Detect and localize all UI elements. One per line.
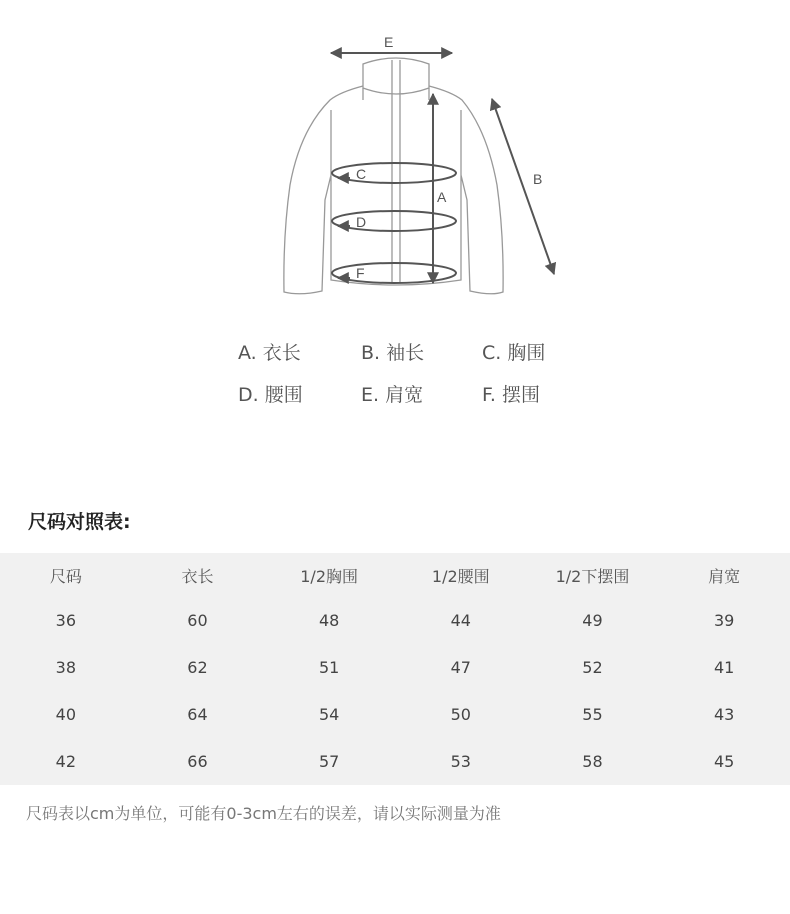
legend-item-a: A. 衣长 bbox=[238, 342, 301, 364]
cell: 38 bbox=[55, 658, 76, 677]
header-half-chest: 1/2胸围 bbox=[300, 566, 359, 586]
header-size: 尺码 bbox=[49, 566, 82, 586]
cell: 36 bbox=[55, 611, 76, 630]
cell: 64 bbox=[187, 705, 208, 724]
size-chart-table bbox=[0, 553, 790, 785]
header-half-hem: 1/2下摆围 bbox=[555, 566, 630, 586]
label-d: D bbox=[356, 214, 367, 230]
legend-item-c: C. 胸围 bbox=[482, 342, 546, 364]
cell: 58 bbox=[582, 752, 603, 771]
size-chart-title: 尺码对照表: bbox=[28, 511, 131, 533]
cell: 62 bbox=[187, 658, 208, 677]
cell: 40 bbox=[55, 705, 76, 724]
cell: 48 bbox=[318, 611, 340, 630]
label-e: E bbox=[384, 34, 394, 50]
jacket-outline bbox=[284, 58, 503, 294]
header-length: 衣长 bbox=[181, 566, 214, 586]
label-a: A bbox=[437, 189, 447, 205]
cell: 49 bbox=[582, 611, 603, 630]
label-b: B bbox=[533, 171, 543, 187]
cell: 51 bbox=[318, 658, 340, 677]
legend-item-e: E. 肩宽 bbox=[361, 384, 424, 406]
cell: 55 bbox=[582, 705, 603, 724]
cell: 60 bbox=[187, 611, 208, 630]
table-row bbox=[0, 597, 790, 644]
cell: 39 bbox=[713, 611, 735, 630]
cell: 50 bbox=[450, 705, 471, 724]
table-row bbox=[0, 644, 790, 691]
legend-item-b: B. 袖长 bbox=[361, 342, 425, 364]
legend-item-f: F. 摆围 bbox=[482, 384, 540, 406]
table-row bbox=[0, 691, 790, 738]
measurement-legend bbox=[238, 340, 592, 408]
cell: 43 bbox=[713, 705, 735, 724]
legend-item-d: D. 腰围 bbox=[238, 384, 303, 406]
cell: 45 bbox=[713, 752, 735, 771]
cell: 44 bbox=[450, 611, 471, 630]
label-c: C bbox=[356, 166, 367, 182]
cell: 41 bbox=[713, 658, 735, 677]
table-header-row bbox=[0, 553, 790, 597]
label-f: F bbox=[356, 265, 365, 281]
cell: 66 bbox=[187, 752, 208, 771]
cell: 54 bbox=[318, 705, 340, 724]
header-shoulder: 肩宽 bbox=[708, 566, 741, 586]
cell: 52 bbox=[582, 658, 603, 677]
table-row bbox=[0, 738, 790, 785]
cell: 47 bbox=[450, 658, 471, 677]
measurement-note: 尺码表以cm为单位，可能有0-3cm左右的误差，请以实际测量为准 bbox=[26, 804, 501, 823]
cell: 57 bbox=[318, 752, 340, 771]
header-half-waist: 1/2腰围 bbox=[431, 566, 490, 586]
cell: 42 bbox=[55, 752, 76, 771]
cell: 53 bbox=[450, 752, 471, 771]
jacket-measurement-diagram bbox=[0, 0, 790, 310]
